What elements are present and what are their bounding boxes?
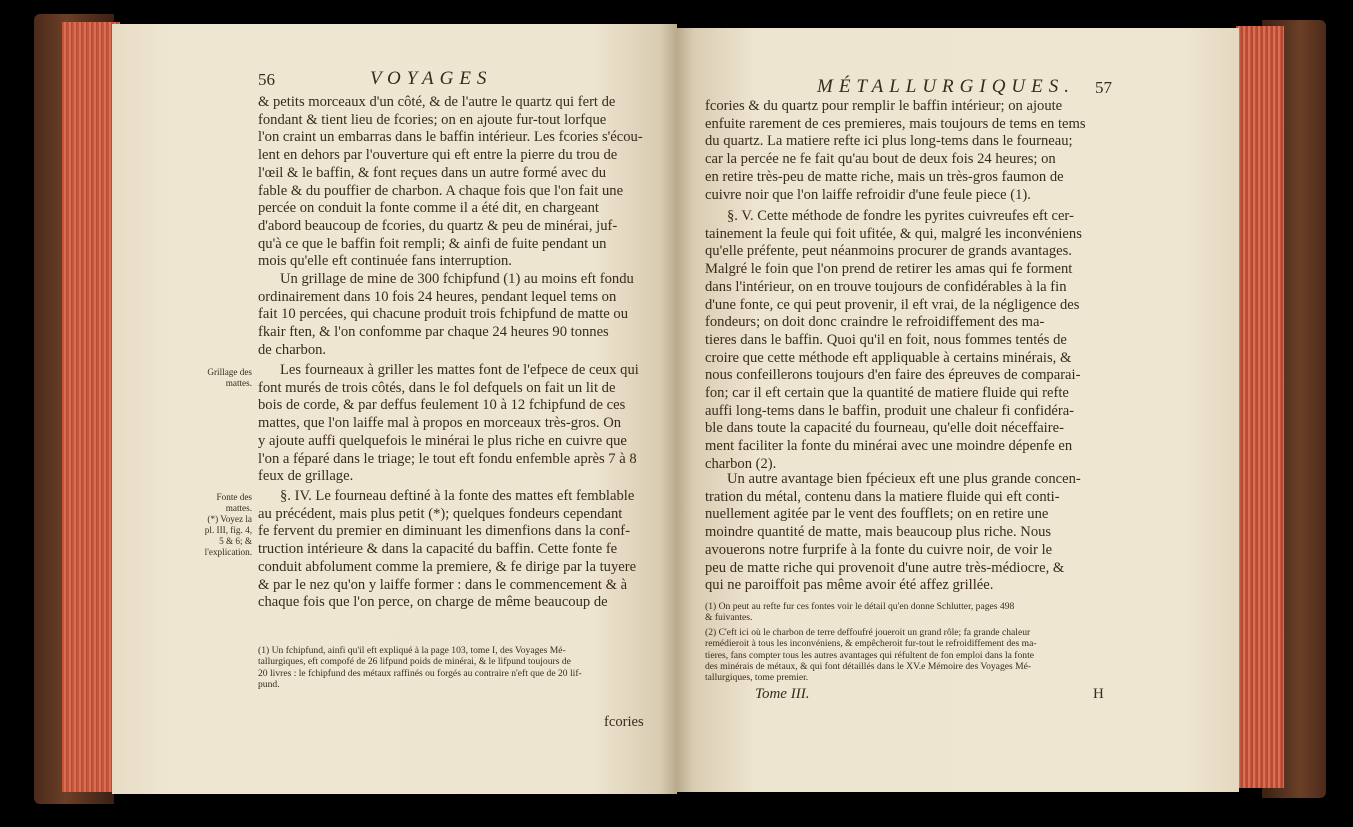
text-line: nous confeillerons toujours d'en faire des épreuves de comparai- bbox=[705, 367, 1081, 384]
text-line: tration du métal, contenu dans la matiere fluide qui eft conti- bbox=[705, 488, 1060, 505]
margin-note-grillage: Grillage des mattes. bbox=[207, 367, 252, 388]
text-line: peu de matte riche qui provenoit d'une autre très-médiocre, & bbox=[705, 559, 1065, 576]
text-line: l'œil & le baffin, & font reçues dans un autre formé avec du bbox=[258, 164, 607, 181]
text-line: feux de grillage. bbox=[258, 468, 354, 485]
text-line: Un grillage de mine de 300 fchipfund (1) au moins eft fondu bbox=[280, 271, 634, 287]
text-line: y ajoute auffi quelquefois le minérai le plus riche en cuivre que bbox=[258, 432, 627, 449]
text-line: tieres dans le baffin. Quoi qu'il en foit, nous fommes tentés de bbox=[705, 331, 1067, 348]
text-line: qui ne paroiffoit pas même avoir été affez grillée. bbox=[705, 577, 994, 594]
text-line: d'une fonte, ce qui peut provenir, il eft vrai, de la négligence des bbox=[705, 296, 1080, 313]
left-paragraph-3 bbox=[258, 362, 658, 486]
left-running-head: VOYAGES bbox=[370, 68, 493, 89]
text-line: auffi long-tems dans le baffin, produit une chaleur fi confidéra- bbox=[705, 402, 1075, 419]
left-footnote: (1) Un fchipfund, ainfi qu'il eft expliqué à la page 103, tome I, des Voyages Mé- tallurgiques, eft compofé de 26 lifpund poids de minérai, & le lifpund toujours de 20 livres : le fchipfund des métaux raffinés ou forgés au contraire n'eft que de 20 lif- pund. bbox=[258, 645, 582, 690]
text-line: croire que cette méthode eft appliquable à certains minérais, & bbox=[705, 349, 1072, 366]
left-paragraph-2 bbox=[258, 271, 658, 360]
left-paragraph-1 bbox=[258, 94, 658, 271]
right-footnote-2: (2) C'eft ici où le charbon de terre deffoufré joueroit un grand rôle; fa grande chaleur remédieroit à tous les inconvéniens, & empêcheroit fur-tout le refroidiffement des ma- tieres, fans compter tous les autres avantages qui réfultent de fon emploi dans la fonte des minérais de métaux, & qui font détaillés dans le XV.e Mémoire des Voyages Mé- tallurgiques, tome premier. bbox=[705, 627, 1037, 684]
text-line: nuellement agitée par le vent des foufflets; on en retire une bbox=[705, 506, 1049, 523]
right-running-head: MÉTALLURGIQUES. bbox=[817, 76, 1076, 97]
text-line: cuivre noir que l'on laiffe refroidir d'une feule piece (1). bbox=[705, 186, 1031, 203]
left-page bbox=[112, 24, 677, 794]
text-line: & par le nez qu'on y laiffe former : dans le commencement & à bbox=[258, 576, 628, 593]
catchword: fcories bbox=[604, 714, 644, 730]
text-line: conduit abfolument comme la premiere, & fe dirige par la tuyere bbox=[258, 558, 637, 575]
text-line: ble dans toute la capacité du fourneau, qu'elle doit néceffaire- bbox=[705, 420, 1064, 437]
text-line: truction intérieure & dans la capacité du baffin. Cette fonte fe bbox=[258, 541, 618, 558]
text-line: d'abord beaucoup de fcories, du quartz & peu de minérai, juf- bbox=[258, 217, 618, 234]
text-line: tainement la feule qui foit ufitée, & qui, malgré les inconvéniens bbox=[705, 225, 1082, 242]
right-paragraph-1 bbox=[705, 98, 1133, 204]
text-line: fable & du pouffier de charbon. A chaque fois que l'on fait une bbox=[258, 182, 624, 199]
right-page-number: 57 bbox=[1095, 78, 1112, 97]
text-line: §. IV. Le fourneau deftiné à la fonte des mattes eft femblable bbox=[280, 488, 635, 504]
text-line: font murés de trois côtés, dans le fol defquels on fait un lit de bbox=[258, 379, 616, 396]
text-line: fe fervent du premier en diminuant les dimenfions dans la conf- bbox=[258, 523, 631, 540]
text-line: percée on conduit la fonte comme il a été dit, en chargeant bbox=[258, 200, 599, 217]
text-line: l'on craint un embarras dans le baffin intérieur. Les fcories s'écou- bbox=[258, 129, 643, 146]
text-line: mattes, que l'on laiffe mal à propos en morceaux très-gros. On bbox=[258, 415, 622, 432]
text-line: mois qu'elle eft continuée fans interruption. bbox=[258, 253, 512, 270]
text-line: avouerons notre furprife à la fonte du cuivre noir, de voir le bbox=[705, 541, 1053, 558]
text-line: fon; car il eft certain que la quantité de matiere fluide qui refte bbox=[705, 385, 1069, 402]
right-paragraph-3 bbox=[705, 471, 1133, 595]
tome-label: Tome III. bbox=[755, 686, 810, 702]
text-line: Un autre avantage bien fpécieux eft une plus grande concen- bbox=[727, 471, 1081, 487]
text-line: §. V. Cette méthode de fondre les pyrites cuivreufes eft cer- bbox=[727, 208, 1074, 224]
text-line: chaque fois que l'on perce, on charge de même beaucoup de bbox=[258, 594, 608, 611]
text-line: qu'à ce que le baffin foit rempli; & ainfi de fuite pendant un bbox=[258, 235, 607, 252]
text-line: charbon (2). bbox=[705, 455, 777, 472]
text-line: qu'elle préfente, peut néanmoins procurer de grands avantages. bbox=[705, 243, 1072, 260]
text-line: au précédent, mais plus petit (*); quelques fondeurs cependant bbox=[258, 505, 623, 522]
text-line: moindre quantité de matte, mais beaucoup plus riche. Nous bbox=[705, 524, 1052, 541]
text-line: lent en dehors par l'ouverture qui eft entre la pierre du trou de bbox=[258, 147, 618, 164]
text-line: & petits morceaux d'un côté, & de l'autre le quartz qui fert de bbox=[258, 94, 616, 110]
page-edges-right bbox=[1236, 26, 1284, 788]
right-paragraph-2 bbox=[705, 208, 1133, 474]
text-line: fondant & tient lieu de fcories; on en ajoute fur-tout lorfque bbox=[258, 111, 607, 128]
left-page-number: 56 bbox=[258, 70, 275, 89]
text-line: Les fourneaux à griller les mattes font de l'efpece de ceux qui bbox=[280, 362, 639, 378]
text-line: du quartz. La matiere refte ici plus long-tems dans le fourneau; bbox=[705, 133, 1073, 150]
text-line: car la percée ne fe fait qu'au bout de deux fois 24 heures; on bbox=[705, 151, 1056, 168]
right-footnote-1: (1) On peut au refte fur ces fontes voir le détail qu'en donne Schlutter, pages 498 & fuivantes. bbox=[705, 601, 1015, 624]
text-line: en retire très-peu de matte riche, mais un très-gros faumon de bbox=[705, 168, 1064, 185]
right-page bbox=[677, 28, 1239, 792]
text-line: Malgré le foin que l'on prend de retirer les amas qui fe forment bbox=[705, 261, 1073, 278]
text-line: fait 10 percées, qui chacune produit trois fchipfund de matte ou bbox=[258, 306, 628, 323]
text-line: ment faciliter la fonte du minérai avec une moindre dépenfe en bbox=[705, 438, 1073, 455]
signature-mark: H bbox=[1093, 686, 1104, 702]
text-line: bois de corde, & par deffus feulement 10 à 12 fchipfund de ces bbox=[258, 397, 626, 414]
text-line: dans l'intérieur, on en trouve toujours de confidérables à la fin bbox=[705, 278, 1067, 295]
left-paragraph-4 bbox=[258, 488, 658, 612]
margin-note-fonte: Fonte des mattes. (*) Voyez la pl. III, fig. 4, 5 & 6; & l'explication. bbox=[204, 492, 252, 557]
text-line: l'on a féparé dans le triage; le tout eft fondu enfemble après 7 à 8 bbox=[258, 450, 637, 467]
text-line: ordinairement dans 10 fois 24 heures, pendant lequel tems on bbox=[258, 288, 617, 305]
text-line: fkair ften, & l'on confomme par chaque 24 heures 90 tonnes bbox=[258, 324, 609, 341]
text-line: enfuite rarement de ces premieres, mais toujours de tems en tems bbox=[705, 115, 1086, 132]
text-line: fcories & du quartz pour remplir le baffin intérieur; on ajoute bbox=[705, 98, 1063, 114]
text-line: fondeurs; on doit donc craindre le refroidiffement des ma- bbox=[705, 314, 1045, 331]
text-line: de charbon. bbox=[258, 341, 327, 358]
